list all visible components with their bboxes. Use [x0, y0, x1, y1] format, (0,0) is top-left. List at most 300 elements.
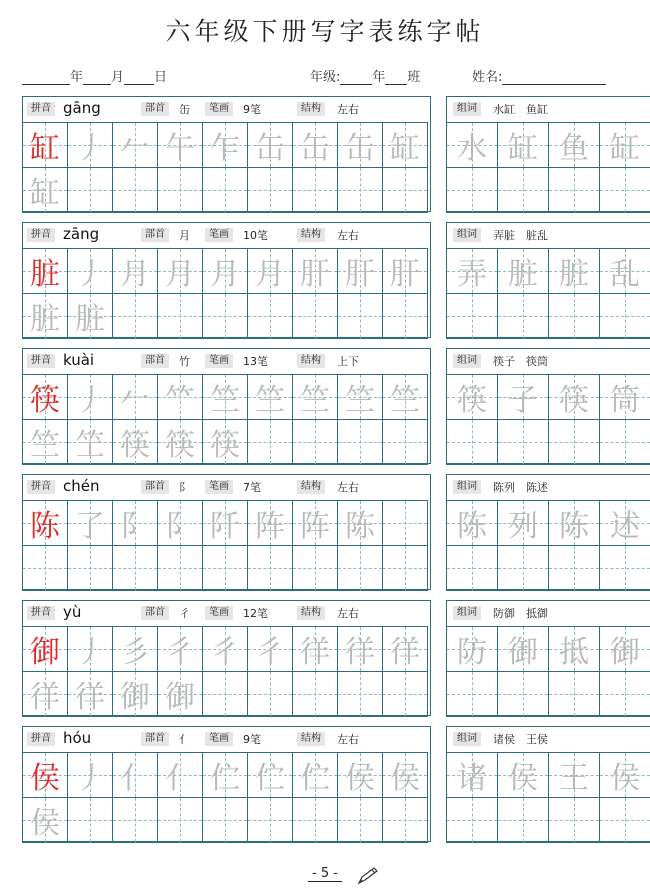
writing-cell[interactable] — [67, 500, 113, 546]
words-box — [446, 474, 650, 590]
pinyin-value: chén — [63, 477, 100, 495]
writing-cell[interactable] — [382, 545, 428, 591]
year-label: 年 — [70, 70, 84, 85]
writing-cell[interactable] — [22, 752, 68, 798]
pinyin-tag: 拼音 — [27, 354, 55, 368]
writing-cell[interactable] — [292, 419, 338, 465]
char-practice-box — [22, 96, 431, 212]
guide-line-v — [574, 420, 575, 464]
writing-cell[interactable] — [22, 167, 68, 213]
writing-cell[interactable] — [202, 797, 248, 843]
writing-cell[interactable] — [382, 293, 428, 339]
word-cell[interactable] — [599, 122, 650, 168]
trace-character: 肝 — [300, 257, 330, 292]
writing-cell[interactable] — [112, 752, 158, 798]
pinyin-tag: 拼音 — [27, 606, 55, 620]
writing-cell[interactable] — [157, 500, 203, 546]
trace-character: 御 — [165, 680, 195, 715]
guide-line-v — [405, 501, 406, 545]
word-cell[interactable] — [497, 248, 549, 294]
word-cell[interactable] — [548, 419, 600, 465]
guide-line-v — [90, 168, 91, 212]
word-cell[interactable] — [446, 752, 498, 798]
writing-cell[interactable] — [382, 122, 428, 168]
word-cell[interactable] — [599, 797, 650, 843]
word-cell[interactable] — [497, 626, 549, 672]
words-box — [446, 96, 650, 212]
word-cell[interactable] — [599, 419, 650, 465]
guide-line-v — [472, 168, 473, 212]
guide-line-v — [180, 798, 181, 842]
words-value: 水缸 鱼缸 — [493, 103, 548, 116]
model-character: 筷 — [30, 383, 60, 418]
writing-cell[interactable] — [292, 248, 338, 294]
trace-character: 徉 — [30, 680, 60, 715]
writing-cell[interactable] — [337, 797, 383, 843]
trace-character: 侯 — [345, 761, 375, 796]
guide-line-v — [405, 546, 406, 590]
trace-character: 了 — [75, 509, 105, 544]
guide-line-v — [135, 798, 136, 842]
guide-line-v — [523, 798, 524, 842]
guide-line-v — [523, 168, 524, 212]
word-cell[interactable] — [446, 671, 498, 717]
writing-cell[interactable] — [382, 374, 428, 420]
trace-character: 肝 — [345, 257, 375, 292]
writing-cell[interactable] — [247, 500, 293, 546]
strokes-value: 9笔 — [243, 733, 261, 746]
trace-character: 水 — [457, 131, 487, 166]
writing-cell[interactable] — [382, 797, 428, 843]
writing-cell[interactable] — [292, 752, 338, 798]
trace-character: 丿 — [75, 383, 105, 418]
trace-character: 陈 — [457, 509, 487, 544]
word-cell[interactable] — [497, 419, 549, 465]
trace-character: 伫 — [255, 761, 285, 796]
writing-cell[interactable] — [247, 248, 293, 294]
writing-cell[interactable] — [292, 167, 338, 213]
writing-cell[interactable] — [337, 167, 383, 213]
guide-line-v — [574, 294, 575, 338]
writing-cell[interactable] — [337, 419, 383, 465]
char-header — [23, 601, 430, 626]
strokes-tag: 笔画 — [205, 480, 233, 494]
writing-cell[interactable] — [67, 626, 113, 672]
words-value: 诸侯 王侯 — [493, 733, 548, 746]
year-blank[interactable] — [22, 71, 70, 85]
writing-cell[interactable] — [112, 419, 158, 465]
structure-tag: 结构 — [297, 480, 325, 494]
word-cell[interactable] — [497, 671, 549, 717]
writing-cell[interactable] — [112, 374, 158, 420]
guide-line-v — [315, 672, 316, 716]
word-cell[interactable] — [548, 545, 600, 591]
writing-cell[interactable] — [202, 374, 248, 420]
guide-line-v — [90, 798, 91, 842]
trace-character: 亻 — [120, 761, 150, 796]
writing-cell[interactable] — [202, 626, 248, 672]
guide-line-v — [625, 168, 626, 212]
word-cell[interactable] — [497, 500, 549, 546]
writing-cell[interactable] — [67, 374, 113, 420]
writing-cell[interactable] — [22, 248, 68, 294]
word-cell[interactable] — [497, 797, 549, 843]
writing-cell[interactable] — [22, 419, 68, 465]
words-value: 防御 抵御 — [493, 607, 548, 620]
guide-line-v — [360, 294, 361, 338]
pen-icon — [356, 866, 380, 886]
guide-line-v — [360, 546, 361, 590]
month-blank[interactable] — [83, 71, 111, 85]
writing-cell[interactable] — [112, 545, 158, 591]
writing-cell[interactable] — [337, 500, 383, 546]
trace-character: 御 — [120, 680, 150, 715]
writing-cell[interactable] — [292, 545, 338, 591]
word-cell[interactable] — [548, 752, 600, 798]
guide-line-v — [472, 672, 473, 716]
guide-line-v — [574, 672, 575, 716]
trace-character: 缶 — [345, 131, 375, 166]
pinyin-tag: 拼音 — [27, 732, 55, 746]
trace-character: 缸 — [610, 131, 640, 166]
writing-cell[interactable] — [67, 671, 113, 717]
word-cell[interactable] — [548, 122, 600, 168]
word-cell[interactable] — [446, 374, 498, 420]
writing-cell[interactable] — [247, 752, 293, 798]
word-cell[interactable] — [548, 374, 600, 420]
radical-tag: 部首 — [141, 606, 169, 620]
trace-character: 彳 — [210, 635, 240, 670]
writing-cell[interactable] — [67, 122, 113, 168]
writing-cell[interactable] — [157, 671, 203, 717]
word-cell[interactable] — [548, 671, 600, 717]
word-cell[interactable] — [548, 167, 600, 213]
trace-character: 缶 — [300, 131, 330, 166]
word-cell[interactable] — [599, 167, 650, 213]
trace-character: 丿 — [75, 257, 105, 292]
writing-cell[interactable] — [337, 671, 383, 717]
name-blank[interactable] — [502, 71, 606, 85]
writing-cell[interactable] — [202, 122, 248, 168]
word-cell[interactable] — [599, 752, 650, 798]
word-cell[interactable] — [599, 500, 650, 546]
trace-character: 缶 — [255, 131, 285, 166]
writing-cell[interactable] — [247, 293, 293, 339]
page-title: 六年级下册写字表练字帖 — [165, 17, 485, 46]
writing-cell[interactable] — [67, 293, 113, 339]
structure-value: 左右 — [337, 607, 359, 620]
words-value: 陈列 陈述 — [493, 481, 548, 494]
word-cell[interactable] — [497, 293, 549, 339]
trace-character: 伫 — [300, 761, 330, 796]
word-cell[interactable] — [446, 797, 498, 843]
guide-line-v — [405, 672, 406, 716]
writing-cell[interactable] — [112, 122, 158, 168]
word-cell[interactable] — [446, 500, 498, 546]
guide-line-v — [472, 294, 473, 338]
trace-character: 列 — [508, 509, 538, 544]
word-cell[interactable] — [446, 419, 498, 465]
writing-cell[interactable] — [22, 122, 68, 168]
words-header — [447, 601, 650, 626]
writing-cell[interactable] — [337, 752, 383, 798]
guide-line-v — [360, 672, 361, 716]
day-label: 日 — [154, 70, 168, 85]
model-character: 缸 — [30, 131, 60, 166]
char-practice-box — [22, 222, 431, 338]
trace-character: 彳 — [255, 635, 285, 670]
writing-cell[interactable] — [157, 122, 203, 168]
writing-cell[interactable] — [112, 500, 158, 546]
writing-cell[interactable] — [337, 293, 383, 339]
word-cell[interactable] — [446, 293, 498, 339]
word-cell[interactable] — [446, 167, 498, 213]
writing-cell[interactable] — [112, 671, 158, 717]
word-cell[interactable] — [548, 500, 600, 546]
writing-cell[interactable] — [202, 545, 248, 591]
word-cell[interactable] — [446, 626, 498, 672]
writing-cell[interactable] — [247, 671, 293, 717]
writing-cell[interactable] — [247, 167, 293, 213]
guide-line-v — [625, 420, 626, 464]
writing-cell[interactable] — [292, 797, 338, 843]
writing-cell[interactable] — [67, 419, 113, 465]
writing-cell[interactable] — [157, 752, 203, 798]
trace-character: 丿 — [75, 635, 105, 670]
class-label: 班 — [407, 70, 421, 85]
writing-cell[interactable] — [202, 671, 248, 717]
writing-cell[interactable] — [112, 626, 158, 672]
writing-cell[interactable] — [67, 545, 113, 591]
writing-cell[interactable] — [22, 545, 68, 591]
guide-line-v — [472, 798, 473, 842]
writing-cell[interactable] — [337, 248, 383, 294]
word-cell[interactable] — [497, 374, 549, 420]
words-header — [447, 349, 650, 374]
writing-cell[interactable] — [202, 293, 248, 339]
guide-line-v — [135, 168, 136, 212]
guide-line-v — [225, 168, 226, 212]
strokes-tag: 笔画 — [205, 732, 233, 746]
trace-character: 月 — [210, 257, 240, 292]
writing-cell[interactable] — [202, 248, 248, 294]
day-blank[interactable] — [124, 71, 154, 85]
writing-cell[interactable] — [112, 797, 158, 843]
word-cell[interactable] — [548, 626, 600, 672]
guide-line-v — [45, 546, 46, 590]
radical-value: 阝 — [179, 481, 190, 494]
word-cell[interactable] — [497, 545, 549, 591]
structure-tag: 结构 — [297, 606, 325, 620]
guide-line-v — [90, 546, 91, 590]
radical-tag: 部首 — [141, 354, 169, 368]
guide-line-v — [360, 168, 361, 212]
writing-cell[interactable] — [157, 545, 203, 591]
word-cell[interactable] — [548, 797, 600, 843]
word-cell[interactable] — [599, 545, 650, 591]
word-cell[interactable] — [599, 671, 650, 717]
writing-cell[interactable] — [292, 293, 338, 339]
trace-character: 𠂉 — [120, 383, 150, 418]
trace-character: 竺 — [300, 383, 330, 418]
word-cell[interactable] — [548, 293, 600, 339]
guide-line-v — [625, 546, 626, 590]
writing-cell[interactable] — [292, 500, 338, 546]
structure-value: 上下 — [337, 355, 359, 368]
word-cell[interactable] — [497, 167, 549, 213]
writing-cell[interactable] — [22, 671, 68, 717]
writing-cell[interactable] — [112, 293, 158, 339]
word-cell[interactable] — [497, 752, 549, 798]
strokes-value: 10笔 — [243, 229, 268, 242]
writing-cell[interactable] — [292, 374, 338, 420]
structure-value: 左右 — [337, 481, 359, 494]
guide-line-v — [405, 420, 406, 464]
writing-cell[interactable] — [157, 419, 203, 465]
writing-cell[interactable] — [337, 374, 383, 420]
trace-character: 𠂉 — [120, 131, 150, 166]
writing-cell[interactable] — [112, 248, 158, 294]
trace-character: 子 — [508, 383, 538, 418]
guide-line-v — [405, 168, 406, 212]
writing-cell[interactable] — [67, 752, 113, 798]
structure-tag: 结构 — [297, 102, 325, 116]
trace-character: 彡 — [120, 635, 150, 670]
trace-character: 侯 — [508, 761, 538, 796]
writing-cell[interactable] — [337, 626, 383, 672]
writing-cell[interactable] — [22, 500, 68, 546]
writing-cell[interactable] — [202, 167, 248, 213]
word-cell[interactable] — [446, 545, 498, 591]
writing-cell[interactable] — [382, 752, 428, 798]
word-cell[interactable] — [599, 248, 650, 294]
trace-character: 竺 — [345, 383, 375, 418]
pinyin-tag: 拼音 — [27, 480, 55, 494]
writing-cell[interactable] — [22, 626, 68, 672]
trace-character: 侯 — [390, 761, 420, 796]
pinyin-tag: 拼音 — [27, 228, 55, 242]
trace-character: 御 — [508, 635, 538, 670]
writing-cell[interactable] — [292, 626, 338, 672]
writing-cell[interactable] — [382, 419, 428, 465]
writing-cell[interactable] — [112, 167, 158, 213]
guide-line-v — [574, 798, 575, 842]
grade-blank[interactable] — [340, 71, 372, 85]
writing-cell[interactable] — [247, 122, 293, 168]
trace-character: 乱 — [610, 257, 640, 292]
word-cell[interactable] — [599, 293, 650, 339]
trace-character: 脏 — [559, 257, 589, 292]
writing-cell[interactable] — [202, 500, 248, 546]
words-tag: 组词 — [453, 480, 481, 494]
trace-character: 伫 — [210, 761, 240, 796]
trace-character: 述 — [610, 509, 640, 544]
trace-character: 御 — [610, 635, 640, 670]
writing-cell[interactable] — [247, 545, 293, 591]
guide-line-v — [180, 294, 181, 338]
writing-cell[interactable] — [157, 374, 203, 420]
words-value: 弄脏 脏乱 — [493, 229, 548, 242]
writing-cell[interactable] — [202, 752, 248, 798]
word-cell[interactable] — [446, 248, 498, 294]
pinyin-value: yù — [63, 603, 82, 621]
structure-tag: 结构 — [297, 354, 325, 368]
class-blank[interactable] — [385, 71, 407, 85]
radical-tag: 部首 — [141, 480, 169, 494]
guide-line-v — [135, 294, 136, 338]
writing-cell[interactable] — [67, 797, 113, 843]
guide-line-v — [574, 546, 575, 590]
trace-character: 午 — [165, 131, 195, 166]
writing-cell[interactable] — [382, 500, 428, 546]
writing-cell[interactable] — [22, 797, 68, 843]
strokes-value: 12笔 — [243, 607, 268, 620]
grade-year-label: 年 — [372, 70, 386, 85]
words-box — [446, 726, 650, 842]
writing-cell[interactable] — [292, 671, 338, 717]
writing-cell[interactable] — [247, 626, 293, 672]
writing-cell[interactable] — [247, 419, 293, 465]
radical-value: 彳 — [179, 607, 190, 620]
words-box — [446, 348, 650, 464]
trace-character: 陈 — [345, 509, 375, 544]
writing-cell[interactable] — [292, 122, 338, 168]
word-cell[interactable] — [497, 122, 549, 168]
word-cell[interactable] — [548, 248, 600, 294]
trace-character: 弄 — [457, 257, 487, 292]
writing-cell[interactable] — [22, 374, 68, 420]
writing-cell[interactable] — [382, 671, 428, 717]
trace-character: 亻 — [165, 761, 195, 796]
trace-character: 彳 — [165, 635, 195, 670]
writing-cell[interactable] — [382, 167, 428, 213]
writing-cell[interactable] — [382, 248, 428, 294]
strokes-tag: 笔画 — [205, 606, 233, 620]
word-cell[interactable] — [446, 122, 498, 168]
writing-cell[interactable] — [157, 167, 203, 213]
guide-line-v — [270, 672, 271, 716]
writing-cell[interactable] — [247, 374, 293, 420]
writing-cell[interactable] — [157, 248, 203, 294]
trace-character: 筷 — [210, 428, 240, 463]
writing-cell[interactable] — [22, 293, 68, 339]
word-cell[interactable] — [599, 374, 650, 420]
guide-line-v — [472, 546, 473, 590]
writing-cell[interactable] — [157, 797, 203, 843]
writing-cell[interactable] — [382, 626, 428, 672]
words-header — [447, 97, 650, 122]
char-header — [23, 727, 430, 752]
guide-line-v — [360, 798, 361, 842]
writing-cell[interactable] — [67, 248, 113, 294]
writing-cell[interactable] — [157, 293, 203, 339]
writing-cell[interactable] — [67, 167, 113, 213]
writing-cell[interactable] — [337, 122, 383, 168]
writing-cell[interactable] — [337, 545, 383, 591]
trace-character: 筷 — [457, 383, 487, 418]
radical-tag: 部首 — [141, 102, 169, 116]
writing-cell[interactable] — [202, 419, 248, 465]
structure-value: 左右 — [337, 733, 359, 746]
trace-character: 月 — [255, 257, 285, 292]
writing-cell[interactable] — [157, 626, 203, 672]
word-cell[interactable] — [599, 626, 650, 672]
guide-line-v — [625, 672, 626, 716]
trace-character: 竺 — [255, 383, 285, 418]
strokes-tag: 笔画 — [205, 228, 233, 242]
words-box — [446, 600, 650, 716]
writing-cell[interactable] — [247, 797, 293, 843]
